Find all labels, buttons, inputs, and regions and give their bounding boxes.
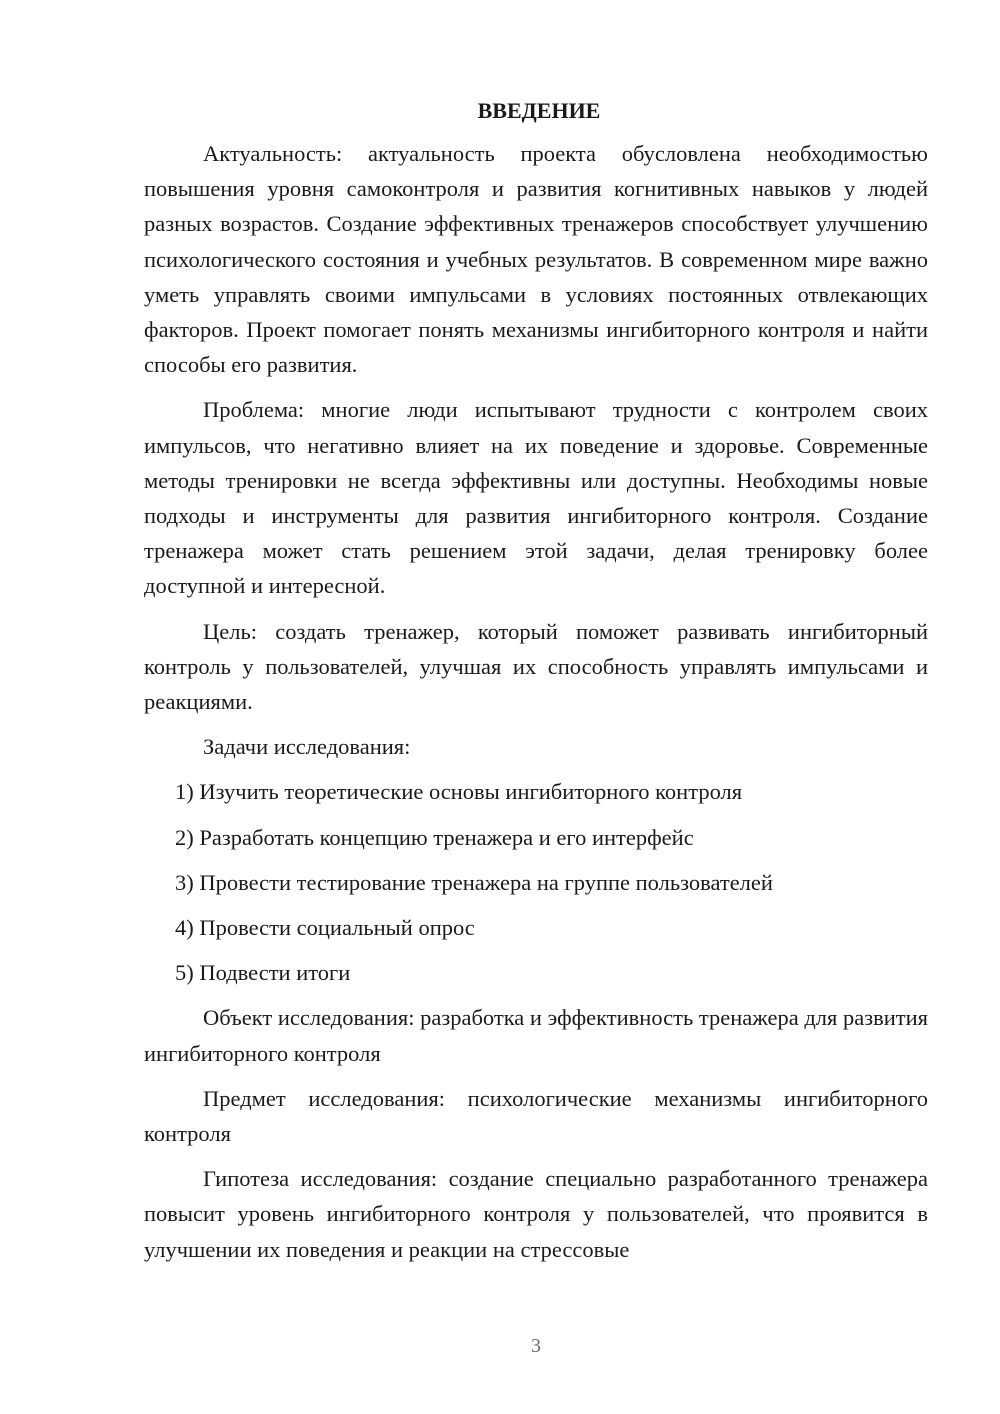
problem-paragraph: Проблема: многие люди испытывают трудности с контролем своих импульсов, что негативно влияет на их поведение и здоровье. Современные методы тренировки не всегда эффективны или доступны. Необходимы новые подходы и инструменты для развития ингибиторного контроля. Создание тренажера может стать решением этой задачи, делая тренировку более доступной и интересной. bbox=[144, 397, 928, 599]
list-item: 3) Провести тестирование тренажера на группе пользователей bbox=[175, 869, 773, 895]
goal-paragraph: Цель: создать тренажер, который поможет развивать ингибиторный контроль у пользователей, улучшая их способность управлять импульсами и реакциями. bbox=[144, 618, 928, 715]
page-number: 3 bbox=[531, 1335, 541, 1357]
subject-paragraph: Предмет исследования: психологические механизмы ингибиторного контроля bbox=[144, 1085, 928, 1147]
relevance-paragraph: Актуальность: актуальность проекта обусловлена необходимостью повышения уровня самоконтроля и развития когнитивных навыков у людей разных возрастов. Создание эффективных тренажеров способствует улучшению психологического состояния и учебных результатов. В современном мире важно уметь управлять своими импульсами в условиях постоянных отвлекающих факторов. Проект помогает понять механизмы ингибиторного контроля и найти способы его развития. bbox=[144, 141, 928, 378]
list-item: 5) Подвести итоги bbox=[175, 960, 351, 986]
section-heading: ВВЕДЕНИЕ bbox=[477, 98, 601, 123]
list-item: 4) Провести социальный опрос bbox=[175, 915, 475, 941]
object-paragraph: Объект исследования: разработка и эффективность тренажера для развития ингибиторного контроля bbox=[144, 1005, 928, 1066]
list-item: 2) Разработать концепцию тренажера и его интерфейс bbox=[175, 824, 694, 850]
hypothesis-paragraph: Гипотеза исследования: создание специально разработанного тренажера повысит уровень ингибиторного контроля у пользователей, что проявится в улучшении их поведения и реакции на стрессовые bbox=[144, 1166, 928, 1262]
tasks-intro: Задачи исследования: bbox=[203, 734, 411, 760]
page-content bbox=[144, 96, 928, 1277]
tasks-list bbox=[144, 774, 928, 990]
list-item: 1) Изучить теоретические основы ингибиторного контроля bbox=[175, 779, 743, 805]
